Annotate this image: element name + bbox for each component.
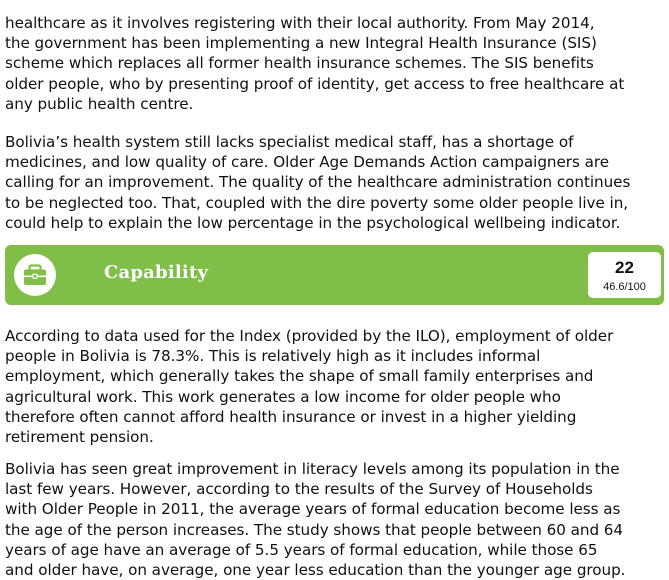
text-line: scheme which replaces all former health insurance schemes. The SIS benefits bbox=[5, 54, 594, 73]
score-value: 46.6/100 bbox=[603, 281, 646, 293]
text-line: Bolivia has seen great improvement in literacy levels among its population in the bbox=[5, 460, 620, 478]
text-line: Bolivia’s health system still lacks specialist medical staff, has a shortage of bbox=[5, 133, 574, 151]
text-line: any public health centre. bbox=[5, 94, 194, 113]
text-line: to be neglected too. That, coupled with the dire poverty some older people live in, bbox=[5, 193, 629, 212]
text-line: people in Bolivia is 78.3%. This is relatively high as it includes informal bbox=[5, 347, 541, 366]
text-line: the government has been implementing a new Integral Health Insurance (SIS) bbox=[5, 34, 597, 53]
text-line: agricultural work. This work generates a low income for older people who bbox=[5, 387, 561, 406]
text-line: employment, which generally takes the shape of small family enterprises and bbox=[5, 367, 594, 386]
text-line: older people, who by presenting proof of identity, get access to free healthcare at bbox=[5, 74, 625, 93]
capability-section-banner bbox=[5, 245, 664, 305]
text-line: therefore often cannot afford health insurance or invest in a higher yielding bbox=[5, 407, 577, 426]
text-line: retirement pension. bbox=[5, 428, 154, 447]
paragraph-literacy bbox=[5, 459, 625, 580]
text-line: According to data used for the Index (provided by the ILO), employment of older bbox=[5, 327, 614, 345]
text-line: last few years. However, according to the results of the Survey of Households bbox=[5, 480, 593, 499]
paragraph-health-system bbox=[5, 132, 630, 233]
text-line: years of age have an average of 5.5 years of formal education, while those 65 bbox=[5, 540, 598, 559]
rank-value: 22 bbox=[615, 258, 634, 277]
score-box bbox=[588, 252, 661, 298]
briefcase-icon bbox=[14, 254, 56, 296]
text-line: healthcare as it involves registering with their local authority. From May 2014, bbox=[5, 14, 595, 32]
paragraph-employment bbox=[5, 326, 613, 447]
text-line: the age of the person increases. The study shows that people between 60 and 64 bbox=[5, 520, 624, 539]
section-title: Capability bbox=[104, 262, 209, 283]
text-line: and older have, on average, one year less education than the younger age group. bbox=[5, 561, 626, 580]
text-line: with Older People in 2011, the average years of formal education become less as bbox=[5, 500, 621, 519]
text-line: could help to explain the low percentage in the psychological wellbeing indicator. bbox=[5, 213, 621, 232]
paragraph-healthcare-intro bbox=[5, 13, 624, 114]
text-line: calling for an improvement. The quality of the healthcare administration continues bbox=[5, 173, 631, 192]
text-line: medicines, and low quality of care. Older Age Demands Action campaigners are bbox=[5, 153, 610, 172]
